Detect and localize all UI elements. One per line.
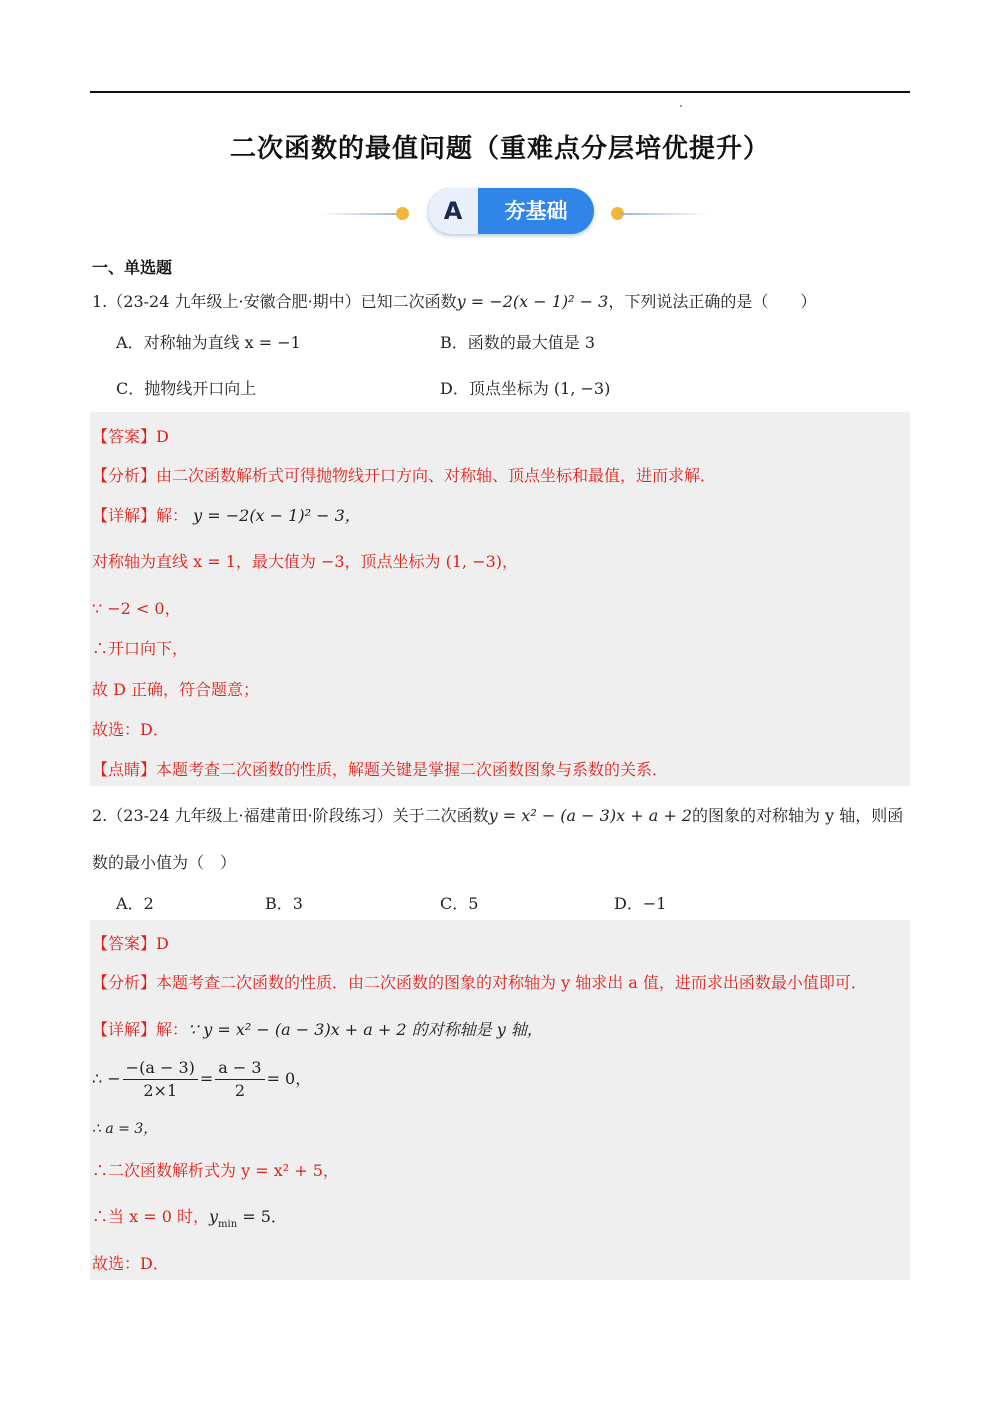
detail-1-line3: ∵ −2 < 0，: [92, 599, 181, 618]
section-heading: 一、单选题: [92, 258, 173, 277]
header-rule: [90, 91, 910, 93]
analysis-1: 【分析】由二次函数解析式可得抛物线开口方向、对称轴、顶点坐标和最值，进而求解．: [92, 466, 717, 485]
formula: ∵ y = x² − (a − 3)x + a + 2 的对称轴是 y 轴，: [188, 1020, 543, 1039]
detail-2-line4: ∴二次函数解析式为 y = x² + 5，: [92, 1161, 339, 1180]
detail-1-line4: ∴开口向下，: [92, 639, 189, 658]
question-source: （23-24 九年级上·安徽合肥·期中）: [107, 292, 361, 311]
answer-1: 【答案】D: [92, 427, 169, 446]
option-a: A．对称轴为直线 x = −1: [116, 333, 301, 352]
comment-1: 【点睛】本题考查二次函数的性质，解题关键是掌握二次函数图象与系数的关系．: [92, 760, 669, 779]
option-b: B．3: [265, 894, 303, 913]
detail-1-line6: 故选：D．: [92, 720, 169, 739]
detail-2-line6: 故选：D．: [92, 1254, 169, 1273]
level-badge: [428, 188, 594, 234]
detail-2-fraction-line: ∴ − $\frac{-(a - 3)}{2\times 1}$ = $\frac{a - 3}{2}$ = 0，: [92, 1058, 312, 1100]
fraction: $\frac{a - 3}{2}$: [215, 1057, 264, 1102]
banner-line-right: [620, 213, 710, 215]
fraction: $\frac{-(a - 3)}{2\times 1}$: [123, 1057, 198, 1102]
badge-letter: A: [428, 188, 478, 234]
option-c: C．抛物线开口向上: [116, 379, 257, 398]
answer-2: 【答案】D: [92, 934, 169, 953]
question-number: 2.: [92, 806, 108, 825]
detail-1: 【详解】解： y = −2(x − 1)² − 3，: [92, 506, 361, 525]
formula: y = −2(x − 1)² − 3: [456, 292, 609, 311]
question-2-stem: 2.（23-24 九年级上·福建莆田·阶段练习）关于二次函数y = x² − (a − 3)x + a + 2的图象的对称轴为 y 轴，则函: [92, 806, 904, 825]
page-title: 二次函数的最值问题（重难点分层培优提升）: [229, 134, 770, 164]
banner-line-left: [320, 213, 398, 215]
option-c: C．5: [440, 894, 479, 913]
badge-label: 夯基础: [504, 199, 568, 223]
question-1-stem: 1.（23-24 九年级上·安徽合肥·期中）已知二次函数y = −2(x − 1)² − 3，下列说法正确的是（ ）: [92, 292, 817, 311]
section-banner: [320, 186, 710, 238]
option-d: D．−1: [614, 894, 667, 913]
question-source: （23-24 九年级上·福建莆田·阶段练习）: [107, 806, 393, 825]
formula: y = x² − (a − 3)x + a + 2: [488, 806, 692, 825]
detail-1-line2: 对称轴为直线 x = 1，最大值为 −3，顶点坐标为 (1, −3)，: [92, 552, 519, 571]
option-b: B．函数的最大值是 3: [440, 333, 596, 352]
option-d: D．顶点坐标为 (1, −3): [440, 379, 611, 398]
detail-1-line5: 故 D 正确，符合题意；: [92, 680, 260, 699]
detail-2: 【详解】解：∵ y = x² − (a − 3)x + a + 2 的对称轴是 y 轴，: [92, 1020, 543, 1039]
option-a: A．2: [116, 894, 154, 913]
question-number: 1.: [92, 292, 108, 311]
detail-2-line3: ∴ a = 3，: [92, 1121, 158, 1137]
speck: [680, 105, 682, 107]
detail-2-line5: ∴当 x = 0 时，$y_{min} = 5$．: [92, 1207, 287, 1230]
banner-dot-left: [396, 207, 409, 220]
formula: y = −2(x − 1)² − 3，: [193, 506, 361, 525]
question-2-stem-line2: 数的最小值为（ ）: [92, 853, 237, 872]
analysis-2: 【分析】本题考查二次函数的性质．由二次函数的图象的对称轴为 y 轴求出 a 值，进而求出函数最小值即可．: [92, 973, 867, 992]
